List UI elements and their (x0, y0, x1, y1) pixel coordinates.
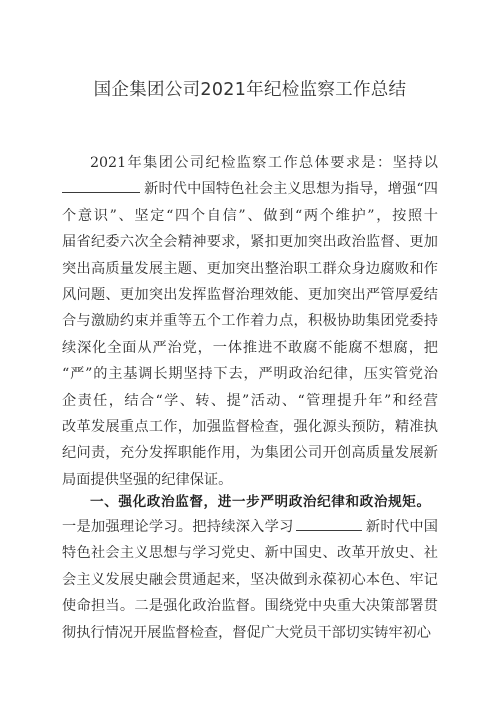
text-line: 风问题、更加突出发挥监督治理效能、更加突出严管厚爱结 (62, 286, 438, 303)
text-line: 彻执行情况开展监督检查，督促广大党员干部切实铸牢初心 (62, 624, 431, 641)
text-line: “严”的主基调长期坚持下去，严明政治纪律，压实管党治 (62, 366, 438, 383)
text-line: 使命担当。二是强化政治监督。围绕党中央重大决策部署贯 (62, 598, 438, 615)
text-fragment: 一是加强理论学习。把持续深入学习 (62, 519, 294, 535)
text-line: 届省纪委六次全会精神要求，紧扣更加突出政治监督、更加 (62, 234, 438, 251)
text-line: 企责任，结合“学、转、提”活动、“管理提升年”和经营 (62, 392, 438, 409)
text-line: 合与激励约束并重等五个工作着力点，积极协助集团党委持 (62, 313, 438, 330)
text-line: 会主义发展史融会贯通起来，坚决做到永葆初心本色、牢记 (62, 571, 438, 588)
text-line: 特色社会主义思想与学习党史、新中国史、改革开放史、社 (62, 545, 438, 562)
text-line (62, 176, 438, 202)
section-paragraph (62, 514, 438, 646)
section-heading: 一、强化政治监督，进一步严明政治纪律和政治规矩。 (90, 494, 431, 510)
text-line: 个意识”、坚定“四个自信”、做到“两个维护”，按照十 (62, 207, 438, 224)
text-fragment: 新时代中国 (365, 519, 438, 535)
text-line: 改革发展重点工作，加强监督检查，强化源头预防，精准执 (62, 418, 438, 435)
intro-paragraph (62, 150, 438, 493)
text-line: 局面提供坚强的纪律保证。 (62, 471, 233, 488)
text-fragment: 新时代中国特色社会主义思想为指导，增强“四 (144, 181, 438, 198)
redacted-blank (62, 180, 140, 193)
document-title: 国企集团公司2021年纪检监察工作总结 (93, 80, 407, 100)
text-line (62, 514, 438, 540)
text-line: 续深化全面从严治党，一体推进不敢腐不能腐不想腐，把 (62, 339, 438, 356)
text-line: 突出高质量发展主题、更加突出整治职工群众身边腐败和作 (62, 260, 438, 277)
text-line: 2021年集团公司纪检监察工作总体要求是：坚持以 (90, 155, 438, 171)
redacted-blank (296, 518, 362, 531)
text-line: 纪问责，充分发挥职能作用，为集团公司开创高质量发展新 (62, 445, 438, 462)
